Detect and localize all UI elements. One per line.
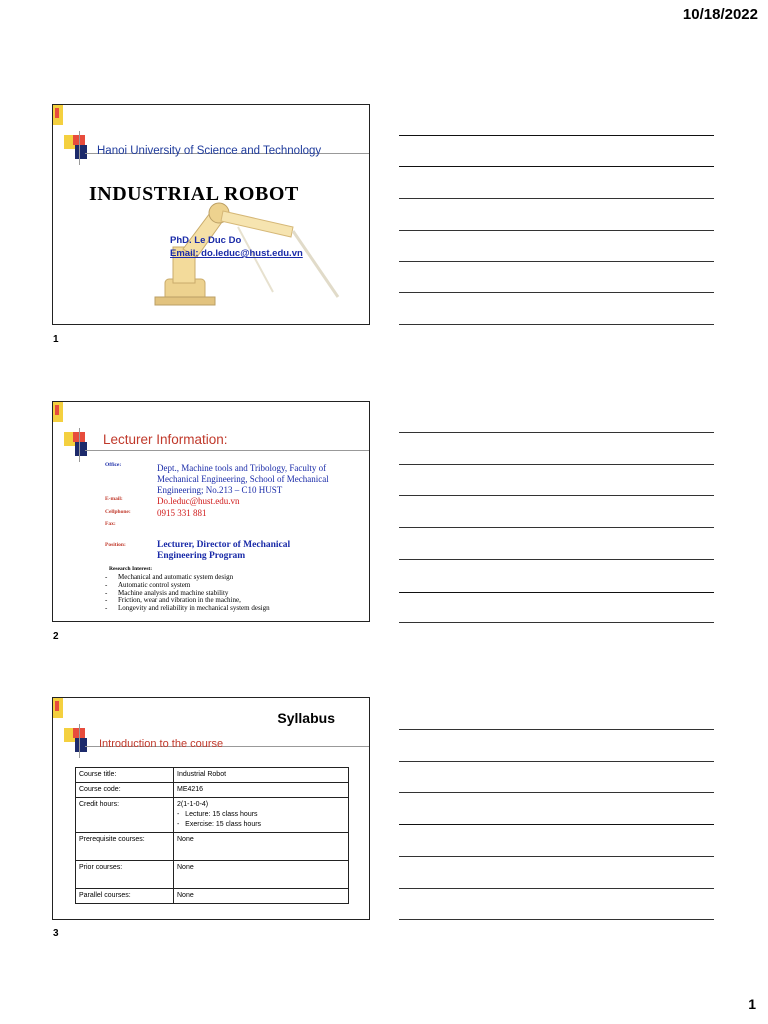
slide-number-3: 3 [53,928,59,939]
position-value: Lecturer, Director of Mechanical Engineering Program [157,540,291,561]
table-cell: None [174,889,349,904]
table-cell: Course code: [76,783,174,798]
note-line [399,324,714,325]
note-line [399,166,714,167]
fax-label: Fax: [105,521,116,527]
table-cell: Credit hours: [76,798,174,833]
table-row [76,861,349,889]
email-label: E-mail: [105,496,123,502]
table-row [76,768,349,783]
note-line [399,527,714,528]
table-cell: Course title: [76,768,174,783]
note-line [399,495,714,496]
table-cell: None [174,861,349,889]
handout-page-number: 1 [748,996,756,1012]
exercise-hours: - Exercise: 15 class hours [177,821,262,828]
position-label: Position: [105,542,126,548]
note-line [399,888,714,889]
list-item: - Automatic control system [105,580,191,589]
list-item: - Machine analysis and machine stability [105,588,229,597]
university-name: Hanoi University of Science and Technology [97,145,322,157]
note-line [399,230,714,231]
note-line [399,464,714,465]
note-line [399,261,714,262]
table-cell: Industrial Robot [174,768,349,783]
note-line [399,761,714,762]
author-email[interactable]: Email: do.leduc@hust.edu.vn [170,248,303,259]
email-value[interactable]: Do.leduc@hust.edu.vn [157,496,240,506]
slide-heading: Lecturer Information: [103,432,228,447]
table-cell: ME4216 [174,783,349,798]
table-row [76,889,349,904]
note-line [399,729,714,730]
lecture-hours: - Lecture: 15 class hours [177,811,258,818]
table-cell: Prerequisite courses: [76,833,174,861]
table-row [76,833,349,861]
note-line [399,622,714,623]
list-item: - Friction, wear and vibration in the machine, [105,596,241,605]
slide-title: INDUSTRIAL ROBOT [89,183,299,205]
credit-value: 2(1-1-0-4) [177,801,209,808]
office-value: Dept., Machine tools and Tribology, Faculty of Mechanical Engineering, School of Mechanical Engineering; No.213 – C10 HUST [157,463,329,495]
table-cell: Parallel courses: [76,889,174,904]
slide-title: Syllabus [277,710,335,726]
slide-1 [52,104,370,325]
handout-date: 10/18/2022 [682,6,758,23]
note-line [399,432,714,433]
note-line [399,919,714,920]
note-line [399,792,714,793]
syllabus-table [75,767,349,904]
author-name: PhD. Le Duc Do [170,235,242,246]
slide-number-1: 1 [53,334,59,345]
cellphone-value: 0915 331 881 [157,508,207,518]
note-line [399,292,714,293]
table-row [76,798,349,833]
table-cell: Prior courses: [76,861,174,889]
table-cell [174,798,349,833]
list-item: - Mechanical and automatic system design [105,573,234,581]
note-line [399,856,714,857]
slide-3 [52,697,370,920]
note-line [399,135,714,136]
note-line [399,559,714,560]
office-label: Office: [105,462,122,468]
note-line [399,824,714,825]
author-block [170,234,303,260]
slide-2 [52,401,370,622]
cellphone-label: Cellphone: [105,509,131,515]
list-item: - Longevity and reliability in mechanical system design [105,604,270,613]
slide-number-2: 2 [53,631,59,642]
research-label: Research Interest: [109,566,153,572]
note-line [399,198,714,199]
slide-subtitle: Introduction to the course [99,738,224,750]
table-cell: None [174,833,349,861]
research-list [105,574,270,613]
note-line [399,592,714,593]
table-row [76,783,349,798]
